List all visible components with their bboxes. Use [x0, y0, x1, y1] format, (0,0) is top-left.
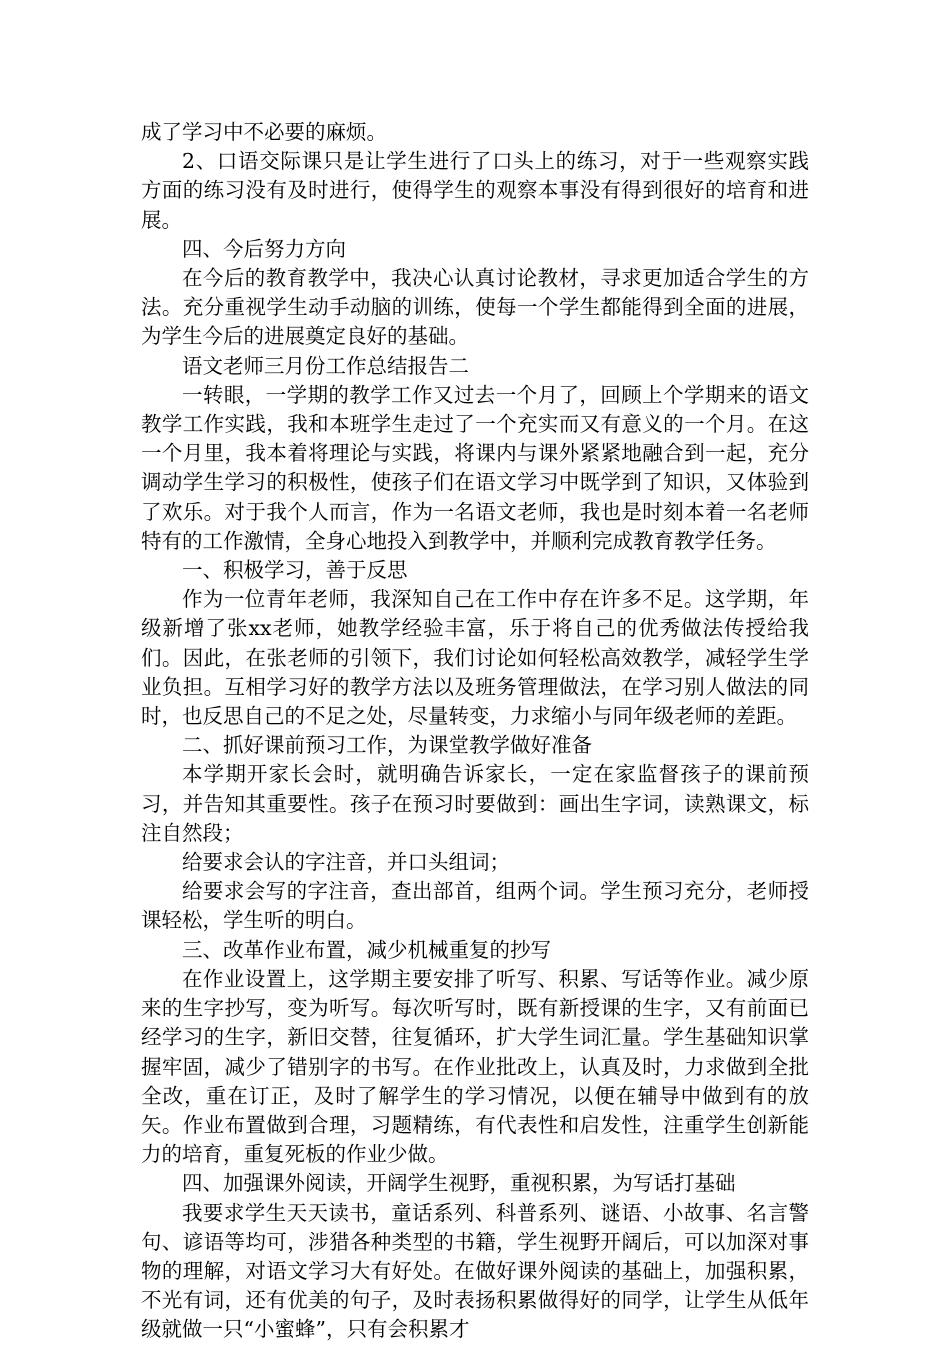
paragraph: 在作业设置上，这学期主要安排了听写、积累、写话等作业。减少原来的生字抄写，变为听写。每次听写时，既有新授课的生字，又有前面已经学习的生字，新旧交替，往复循环，扩大学生词汇量。学生基础知识掌握牢固，减少了错别字的书写。在作业批改上，认真及时，力求做到全批全改，重在订正，及时了解学生的学习情况，以便在辅导中做到有的放矢。作业布置做到合理，习题精练，有代表性和启发性，注重学生创新能力的培育，重复死板的作业少做。 [141, 966, 809, 1167]
section-heading: 四、今后努力方向 [182, 236, 346, 261]
document-page [141, 118, 809, 1345]
paragraph: 2、口语交际课只是让学生进行了口头上的练习，对于一些观察实践方面的练习没有及时进行，使得学生的观察本事没有得到很好的培育和进展。 [141, 149, 809, 232]
paragraph: 在今后的教育教学中，我决心认真讨论教材，寻求更加适合学生的方法。充分重视学生动手动脑的训练，使每一个学生都能得到全面的进展，为学生今后的进展奠定良好的基础。 [141, 266, 809, 349]
section-heading: 二、抓好课前预习工作，为课堂教学做好准备 [182, 733, 592, 758]
report-title: 语文老师三月份工作总结报告二 [182, 353, 469, 378]
section-heading: 三、改革作业布置，减少机械重复的抄写 [182, 937, 551, 962]
paragraph: 作为一位青年老师，我深知自己在工作中存在许多不足。这学期，年级新增了张xx老师，她教学经验丰富，乐于将自己的优秀做法传授给我们。因此，在张老师的引领下，我们讨论如何轻松高效教学，减轻学生学业负担。互相学习好的教学方法以及班务管理做法，在学习别人做法的同时，也反思自己的不足之处，尽量转变，力求缩小与同年级老师的差距。 [141, 587, 809, 729]
section-heading: 四、加强课外阅读，开阔学生视野，重视积累，为写话打基础 [182, 1171, 736, 1196]
paragraph: 我要求学生天天读书，童话系列、科普系列、谜语、小故事、名言警句、谚语等均可，涉猎各种类型的书籍，学生视野开阔后，可以加深对事物的理解，对语文学习大有好处。在做好课外阅读的基础上，加强积累，不光有词，还有优美的句子，及时表扬积累做得好的同学，让学生从低年级就做一只“小蜜蜂”，只有会积累才 [141, 1200, 809, 1342]
section-heading: 一、积极学习，善于反思 [182, 558, 408, 583]
paragraph: 成了学习中不必要的麻烦。 [141, 120, 387, 144]
paragraph: 一转眼，一学期的教学工作又过去一个月了，回顾上个学期来的语文教学工作实践，我和本班学生走过了一个充实而又有意义的一个月。在这一个月里，我本着将理论与实践，将课内与课外紧紧地融合到一起，充分调动学生学习的积极性，使孩子们在语文学习中既学到了知识，又体验到了欢乐。对于我个人而言，作为一名语文老师，我也是时刻本着一名老师特有的工作激情，全身心地投入到教学中，并顺利完成教育教学任务。 [141, 382, 809, 553]
paragraph: 给要求会写的字注音，查出部首，组两个词。学生预习充分，老师授课轻松，学生听的明白。 [141, 879, 809, 933]
paragraph: 给要求会认的字注音，并口头组词； [182, 850, 510, 875]
paragraph: 本学期开家长会时，就明确告诉家长，一定在家监督孩子的课前预习，并告知其重要性。孩子在预习时要做到：画出生字词，读熟课文，标注自然段； [141, 762, 809, 845]
